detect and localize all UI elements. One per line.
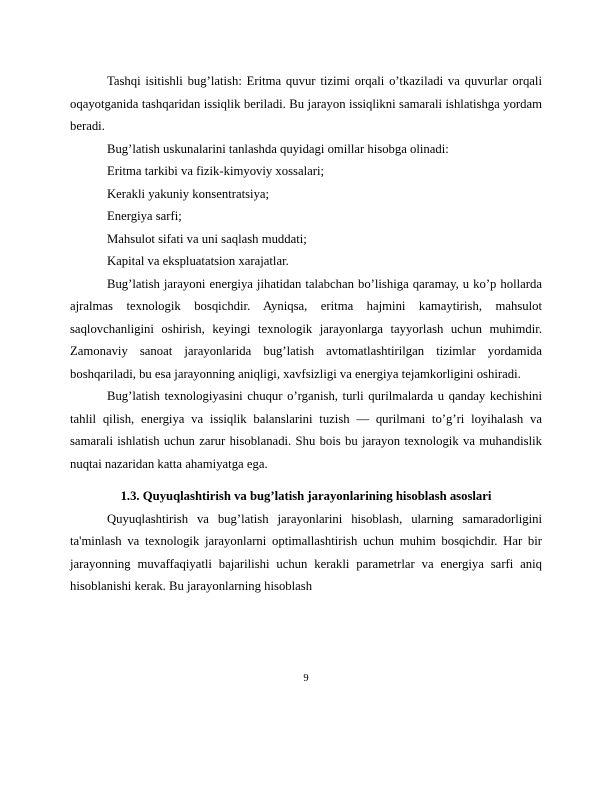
factors-intro: Bug’latish uskunalarini tanlashda quyidagi omillar hisobga olinadi: — [107, 141, 449, 156]
section-paragraph: Quyuqlashtirish va bug’latish jarayonlarini hisoblash, ularning samaradorligini ta'minlash va texnologik jarayonlarni optimallashtirish uchun muhim bosqichdir. Har bir jarayonning muvaffaqiyatli bajarilishi uchun kerakli parametrlar va energiya sarfi aniq hisoblanishi kerak. Bu jarayonlarning hisoblash — [70, 511, 542, 593]
list-item: Eritma tarkibi va fizik-kimyoviy xossalari; — [107, 164, 325, 178]
list-item: Kapital va ekspluatatsion xarajatlar. — [107, 254, 289, 268]
list-item: Energiya sarfi; — [107, 209, 182, 223]
list-item: Mahsulot sifati va uni saqlash muddati; — [107, 231, 307, 246]
study-paragraph: Bug’latish texnologiyasini chuqur o’rganish, turli qurilmalarda u qanday kechishini tahlil qilish, energiya va issiqlik balanslarini tuzish — qurilmani to’g’ri loyihalash va samarali ishlatish uchun zarur hisoblanadi. Shu bois bu jarayon texnologik va muhandislik nuqtai nazaridan katta ahamiyatga ega. — [70, 389, 542, 471]
document-page — [70, 70, 542, 598]
energy-paragraph: Bug’latish jarayoni energiya jihatidan talabchan bo’lishiga qaramay, u ko’p hollarda ajralmas texnologik bosqichdir. Ayniqsa, eritma hajmini kamaytirish, mahsulot saqlovchanligini oshirish, keyingi texnologik jarayonlarga tayyorlash uchun muhimdir. Zamonaviy sanoat jarayonlarida bug’latish avtomatlashtirilgan tizimlar yordamida boshqariladi, bu esa jarayonning aniqligi, xavfsizligi va energiya tejamkorligini oshiradi. — [70, 276, 542, 381]
factors-list — [70, 160, 542, 273]
list-item: Kerakli yakuniy konsentratsiya; — [107, 186, 270, 201]
intro-paragraph: Tashqi isitishli bug’latish: Eritma quvur tizimi orqali o’tkaziladi va quvurlar orqali oqayotganida tashqaridan issiqlik beriladi. Bu jarayon issiqlikni samarali ishlatishga yordam beradi. — [70, 74, 542, 133]
page-number: 9 — [303, 673, 309, 684]
section-heading: 1.3. Quyuqlashtirish va bug’latish jarayonlarining hisoblash asoslari — [120, 489, 492, 503]
